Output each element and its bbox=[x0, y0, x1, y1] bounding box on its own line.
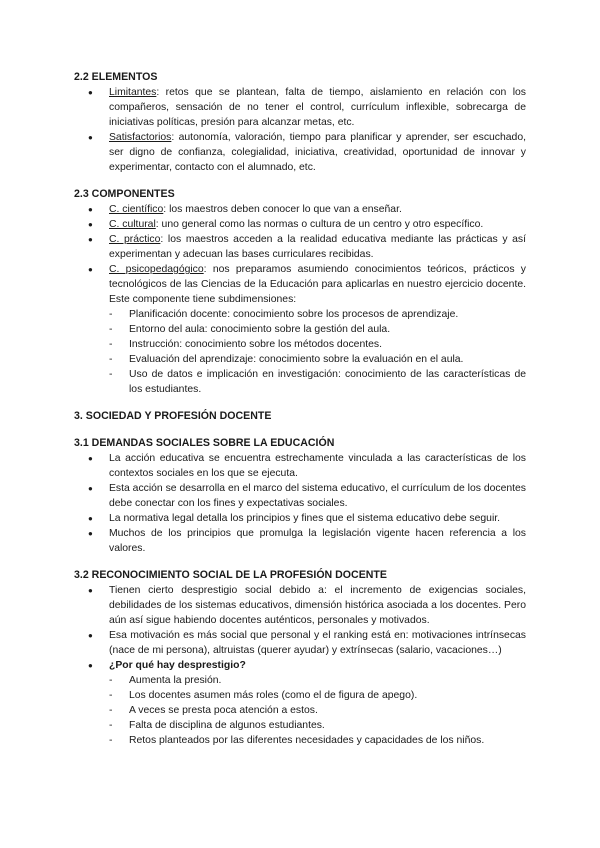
list-item: ● Esta acción se desarrolla en el marco del sistema educativo, el currículum de los docentes debe conectar con los fines y expectativas sociales. bbox=[74, 481, 526, 511]
term: Limitantes bbox=[109, 87, 157, 98]
sub-item: - Aumenta la presión. bbox=[109, 673, 526, 688]
list-item bbox=[74, 217, 526, 232]
list-item bbox=[74, 202, 526, 217]
section-2-2 bbox=[74, 70, 526, 175]
list-item: ● La normativa legal detalla los principios y fines que el sistema educativo debe seguir. bbox=[74, 511, 526, 526]
term: C. científico bbox=[109, 204, 164, 215]
sub-item: - Instrucción: conocimiento sobre los métodos docentes. bbox=[109, 337, 526, 352]
section-3-1 bbox=[74, 436, 526, 556]
item-text: : los maestros acceden a la realidad educativa mediante las prácticas y así experimentan y adecuan las bases curriculares recibidas. bbox=[109, 234, 526, 260]
list-item bbox=[74, 232, 526, 262]
term: Satisfactorios bbox=[109, 132, 172, 143]
bullet-list bbox=[74, 583, 526, 748]
sub-item: - Entorno del aula: conocimiento sobre la gestión del aula. bbox=[109, 322, 526, 337]
sub-item: - Los docentes asumen más roles (como el de figura de apego). bbox=[109, 688, 526, 703]
sub-list bbox=[109, 307, 526, 397]
list-item bbox=[74, 262, 526, 397]
sub-item: - Retos planteados por las diferentes necesidades y capacidades de los niños. bbox=[109, 733, 526, 748]
section-heading: 2.3 COMPONENTES bbox=[74, 188, 175, 200]
sub-list bbox=[109, 673, 526, 748]
list-item bbox=[74, 658, 526, 748]
sub-item: - Evaluación del aprendizaje: conocimiento sobre la evaluación en el aula. bbox=[109, 352, 526, 367]
section-3-2 bbox=[74, 568, 526, 748]
bullet-list bbox=[74, 85, 526, 175]
section-heading: 3. SOCIEDAD Y PROFESIÓN DOCENTE bbox=[74, 410, 272, 422]
item-text: : los maestros deben conocer lo que van a enseñar. bbox=[163, 204, 402, 215]
sub-item: - Falta de disciplina de algunos estudiantes. bbox=[109, 718, 526, 733]
list-item: ● La acción educativa se encuentra estrechamente vinculada a las características de los contextos sociales en los que se ejecuta. bbox=[74, 451, 526, 481]
section-3 bbox=[74, 409, 526, 424]
sub-item: - Uso de datos e implicación en investigación: conocimiento de las características de los estudiantes. bbox=[109, 367, 526, 397]
list-item bbox=[74, 130, 526, 175]
document-content bbox=[74, 70, 526, 760]
sub-item: - Planificación docente: conocimiento sobre los procesos de aprendizaje. bbox=[109, 307, 526, 322]
term: C. práctico bbox=[109, 234, 161, 245]
term: C. psicopedagógico bbox=[109, 264, 204, 275]
item-text: : autonomía, valoración, tiempo para planificar y aprender, ser escuchado, ser digno de confianza, colegialidad, iniciativa, creatividad, oportunidad de innovar y experimentar, contacto con el alumnado, etc. bbox=[109, 132, 526, 173]
sub-item: - A veces se presta poca atención a estos. bbox=[109, 703, 526, 718]
item-text: : retos que se plantean, falta de tiempo, aislamiento en relación con los compañeros, sensación de no tener el control, currículum inflexible, sobrecarga de iniciativas políticas, presión para alcanzar metas, etc. bbox=[109, 87, 526, 128]
item-text: : nos preparamos asumiendo conocimientos teóricos, prácticos y tecnológicos de las Ciencias de la Educación para aplicarlas en nuestro ejercicio docente. Este componente tiene subdimensiones: bbox=[109, 264, 526, 305]
list-item bbox=[74, 85, 526, 130]
term: C. cultural bbox=[109, 219, 156, 230]
section-2-3 bbox=[74, 187, 526, 397]
section-heading: 2.2 ELEMENTOS bbox=[74, 71, 158, 83]
question-heading: ¿Por qué hay desprestigio? bbox=[109, 660, 246, 671]
list-item: ● Muchos de los principios que promulga la legislación vigente hacen referencia a los valores. bbox=[74, 526, 526, 556]
bullet-list bbox=[74, 202, 526, 397]
bullet-list bbox=[74, 451, 526, 556]
list-item: ● Tienen cierto desprestigio social debido a: el incremento de exigencias sociales, debilidades de los sistemas educativos, dimensión histórica asociada a los docentes. Pero aún así sigue habiendo docentes auténticos, personales y motivados. bbox=[74, 583, 526, 628]
section-heading: 3.2 RECONOCIMIENTO SOCIAL DE LA PROFESIÓN DOCENTE bbox=[74, 569, 387, 581]
section-heading: 3.1 DEMANDAS SOCIALES SOBRE LA EDUCACIÓN bbox=[74, 437, 335, 449]
list-item: ● Esa motivación es más social que personal y el ranking está en: motivaciones intrínsecas (nace de mi persona), altruistas (querer ayudar) y extrínsecas (salario, vacaciones…) bbox=[74, 628, 526, 658]
item-text: : uno general como las normas o cultura de un centro y otro específico. bbox=[155, 219, 484, 230]
